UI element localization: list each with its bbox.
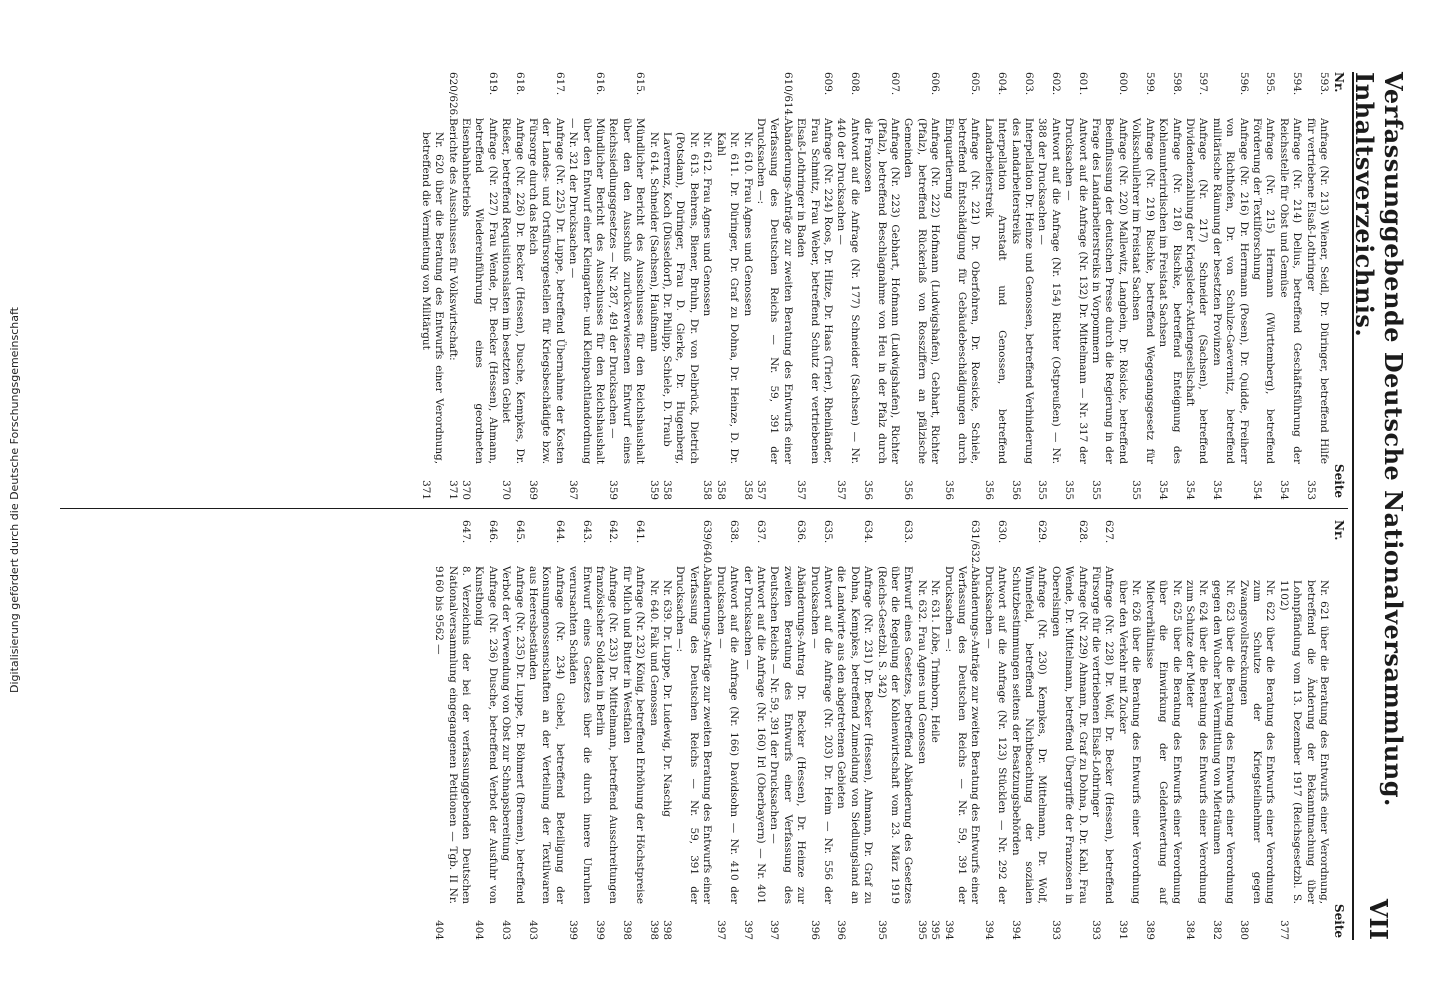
entry-number: 635. (821, 520, 834, 544)
toc-entry (499, 72, 526, 500)
entry-number: 599. (1143, 72, 1156, 96)
entry-text: Entwurf eines Gesetzes über die durch innere Unruhen verursachten Schäden (567, 566, 593, 904)
entry-number: 594. (1291, 72, 1304, 96)
toc-entry (526, 520, 566, 940)
entry-page: 371 (419, 480, 432, 500)
entry-page: 382 (1210, 920, 1223, 940)
entry-page: 398 (661, 920, 674, 940)
entry-number: 642. (607, 520, 620, 544)
entry-text: Anfrage (Nr. 235) Dr. Luppe, Dr. Böhmert (Bremen), betreffend Verbot der Verwendung von Obst zur Schnapsbereitung (500, 566, 526, 904)
toc-entry (1089, 520, 1116, 940)
toc-entry (1156, 72, 1183, 500)
toc-entry (700, 72, 713, 500)
entry-page: 353 (1304, 480, 1317, 500)
entry-text: Anfrage (Nr. 213) Wiener, Seidl, Dr. Düringer, betreffend Hilfe für vertriebene Elsaß-Lothringer (1304, 118, 1330, 464)
left-col-nr-label: Nr. (1332, 72, 1346, 93)
entry-page: 356 (982, 480, 995, 500)
toc-entry (566, 72, 606, 500)
entry-text: Nr. 624 über die Beratung des Entwurfs einer Verordnung zum Schutze der Mieter (1183, 580, 1210, 904)
toc-entry (1236, 520, 1276, 940)
entry-page: 359 (647, 480, 660, 500)
entry-text: Anfrage (Nr. 219) Rischke, betreffend Wegegangsgesetz für Volksschullehrer im Freistaat Sachsen (1130, 118, 1156, 464)
entry-number: 629. (1036, 520, 1049, 544)
entry-page: 403 (500, 920, 513, 940)
entry-page: 380 (1237, 920, 1250, 940)
toc-entry (981, 520, 1008, 940)
toc-entry (1035, 72, 1062, 500)
toc-entry (740, 72, 753, 500)
entry-page: 393 (1090, 920, 1103, 940)
entry-text: Anfrage (Nr. 220) Mallewitz, Langbein, Dr. Rösicke, betreffend Beeinflussung der deutschen Presse durch die Regierung in der Frage des Landarbeiterstreiks in Vorpommern (1090, 118, 1129, 464)
entry-page: 355 (1036, 480, 1049, 500)
toc-entry (1116, 520, 1143, 940)
right-column (60, 520, 1330, 940)
entry-number: 630. (996, 520, 1009, 544)
entry-text: Entwurf eines Gesetzes, betreffend Abänderung des Gesetzes über die Regelung der Kohlenwirtschaft vom 23. März 1919 (Reichs-Gesetzbl. S. 342) (875, 566, 915, 904)
right-col-nr-label: Nr. (1332, 520, 1346, 541)
entry-page: 394 (1009, 920, 1022, 940)
page-header (1350, 72, 1408, 940)
entry-number: 604. (996, 72, 1009, 96)
toc-entry (418, 72, 445, 500)
toc-entry (1276, 72, 1303, 500)
entry-text: Nr. 614. Schneider (Sachsen), Haußmann (647, 132, 660, 352)
toc-entry (459, 72, 499, 500)
entry-number: 633. (902, 520, 915, 544)
toc-entry (754, 72, 794, 500)
toc-entry (1209, 520, 1236, 940)
entry-page: 358 (714, 480, 727, 500)
entry-page: 389 (1143, 920, 1156, 940)
entry-text: Interpellation Dr. Heinze und Genossen, betreffend Verhinderung des Landarbeiterstreiks (1009, 118, 1036, 464)
entry-text: Antwort auf die Anfrage (Nr. 177) Schneider (Sachsen) — Nr. 440 der Drucksachen — (835, 118, 861, 464)
entry-text: Anfrage (Nr. 228) Dr. Wolf, Dr. Becker (Hessen), betreffend Fürsorge für die vertriebenen Elsaß-Lothringer (1090, 566, 1116, 904)
entry-text: Anfrage (Nr. 231) Dr. Becker (Hessen), Ahmann, Dr. Graf zu Dohna, Kempkes, betreffend Zumeldung von Siedlungsland an die Landwirte aus den abgetretenen Gebieten (835, 566, 875, 904)
entry-number: 609. (821, 72, 834, 96)
entry-page: 371 (446, 480, 459, 500)
toc-entry (1142, 520, 1182, 940)
entry-text: Anfrage (Nr. 225) Dr. Luppe, betreffend Übernahme der Kosten der Landes- und Ortsfürsorgestellen für Kriegsbeschädigte bzw. Fürsorge durch das Reich (527, 118, 566, 464)
toc-entry (499, 520, 526, 940)
entry-page: 354 (1277, 480, 1290, 500)
entry-page: 399 (567, 920, 580, 940)
entry-text: Anfrage (Nr. 216) Dr. Herrmann (Posen), Dr. Quidde, Freiherr von Richthofen, Dr. von Schulze-Gaevernitz, betreffend militärische Räumung der besetzten Provinzen (1210, 118, 1250, 464)
entry-text: Mündlicher Bericht des Ausschusses für den Reichshaushalt über den den Ausschuß zurückverwiesenen Entwurf eines Reichssiedlungsgesetzes — Nr. 287, 491 der Drucksachen — (607, 118, 647, 464)
entry-number: 644. (553, 520, 566, 544)
entry-page: 367 (567, 480, 580, 500)
toc-entry (861, 72, 901, 500)
entry-text: Anfrage (Nr. 227) Frau Wende, Dr. Becker (Hessen), Ahmann, betreffend Wiedereinführung eines geordneten Eisenbahnbetriebs (460, 118, 499, 464)
entry-number: 600. (1116, 72, 1129, 96)
entry-page: 356 (902, 480, 915, 500)
entry-page: 355 (1063, 480, 1076, 500)
left-col-seite-label: Seite (1332, 464, 1346, 499)
toc-entry (1089, 72, 1129, 500)
entry-text: Anfrage (Nr. 222) Hofmann (Ludwigshafen), Gebhart, Richter (Pfalz), betreffend Rückerlaß von Rossziffern an pfälzische Gemeinden (902, 118, 942, 464)
toc-entry (941, 72, 981, 500)
entry-page: 398 (647, 920, 660, 940)
entry-number: 638. (728, 520, 741, 544)
entry-number: 608. (848, 72, 861, 96)
entry-number: 597. (1197, 72, 1210, 96)
entry-text: Anfrage (Nr. 215) Hermann (Württemberg), betreffend Förderung der Textilforschung (1250, 118, 1277, 464)
toc-entry (526, 72, 566, 500)
entry-page: 394 (982, 920, 995, 940)
toc-entry (673, 520, 713, 940)
entry-text: Antwort auf die Anfrage (Nr. 203) Dr. Heim — Nr. 556 der Drucksachen — (808, 566, 834, 904)
entry-number: 617. (553, 72, 566, 96)
entry-number: 601. (1076, 72, 1089, 96)
entry-page: 398 (620, 920, 633, 940)
entry-text: Antwort auf die Anfrage (Nr. 154) Richter (Ostpreußen) — Nr. 388 der Drucksachen — (1036, 118, 1062, 464)
entry-page: 358 (701, 480, 714, 500)
entry-number: 616. (594, 72, 607, 96)
entry-text: Mündlicher Bericht des Ausschusses für den Reichshaushalt über den Entwurf einer Kleingarten- und Kleinpachtlandordnung — Nr. 321 der Drucksachen — (567, 118, 607, 464)
entry-page: 370 (460, 480, 472, 500)
entry-text: Anfrage (Nr. 229) Ahmann, Dr. Graf zu Dohna, D. Dr. Kahl, Frau Wende, Dr. Mittelmann, betreffend Übergriffe der Franzosen in Oberelsingen (1049, 566, 1089, 904)
entry-text: Nr. 631. Löbe, Trimborn, Heile (929, 580, 942, 743)
entry-page: 395 (915, 920, 928, 940)
toc-entry (1129, 72, 1156, 500)
entry-page: 354 (1157, 480, 1170, 500)
toc-entry (928, 520, 941, 940)
page-number-roman: VII (1364, 898, 1394, 940)
entry-text: Anfrage (Nr. 224) Roos, Dr. Hitze, Dr. Haas (Trier), Rheinländer, Frau Schmitz, Frau Weber, betreffend Schutz der vertriebenen Elsaß-Lothringer in Baden (795, 118, 834, 464)
entry-number: 620/626. (446, 72, 459, 119)
toc-entry (432, 520, 472, 940)
toc-entry (1209, 72, 1249, 500)
entry-number: 639/640. (701, 520, 714, 567)
entry-page: 394 (942, 920, 955, 940)
entry-page: 354 (1250, 480, 1263, 500)
entry-text: Abänderungs-Anträge zur zweiten Beratung des Entwurfs einer Verfassung des Deutschen Reichs — Nr. 59, 391 der Drucksachen —: (942, 566, 982, 904)
entry-text: Abänderungs-Anträge zur zweiten Beratung des Entwurfs einer Verfassung des Deutschen Reichs — Nr. 59, 391 der Drucksachen —: (754, 118, 794, 464)
toc-entry (767, 520, 807, 940)
entry-page: 397 (768, 920, 781, 940)
toc-entry (834, 72, 861, 500)
toc-entry (1250, 72, 1277, 500)
entry-text: Anfrage (Nr. 218) Rischke, betreffend Enteignung des Kohlenunterirdischen im Freistaat Sachsen (1157, 118, 1183, 464)
entry-page: 354 (1210, 480, 1223, 500)
entry-text: Nr. 625 über die Beratung des Entwurfs einer Verordnung über die Einwirkung der Geldentwertung auf Mietverhältnisse (1143, 580, 1183, 904)
entry-page: 393 (1049, 920, 1062, 940)
toc-entry (1276, 520, 1330, 940)
entry-page: 358 (741, 480, 754, 500)
entry-text: Antwort auf die Anfrage (Nr. 132) Dr. Mittelmann — Nr. 317 der Drucksachen — (1063, 118, 1089, 464)
entry-text: 8. Verzeichnis der bei der verfassunggebenden Deutschen Nationalversammlung eingegangenen Petitionen — Tgb. II Nr. 9160 bis 9562 — (433, 566, 472, 904)
entry-page: 358 (661, 480, 674, 500)
entry-number: 598. (1170, 72, 1183, 96)
entry-number: 636. (795, 520, 808, 544)
entry-number: 619. (486, 72, 499, 96)
entry-text: Nr. 610. Frau Agnes und Genossen (741, 132, 754, 317)
entry-number: 610/614. (781, 72, 794, 119)
entry-number: 645. (513, 520, 526, 544)
toc-entry (874, 520, 914, 940)
toc-entry (606, 72, 646, 500)
page-title: Verfassunggebende Deutsche Nationalversammlung. Inhaltsverzeichnis. (1350, 72, 1408, 807)
entry-text: Anfrage (Nr. 236) Dusche, betreffend Verbot der Ausfuhr von Kunsthonig (473, 566, 499, 904)
entry-number: 605. (969, 72, 982, 96)
entry-number: 606. (929, 72, 942, 96)
entry-text: Anfrage (Nr. 221) Dr. Oberfohren, Dr. Roesicke, Schiele, betreffend Entschädigung für Gebäudebeschädigungen durch Einquartierung (942, 118, 982, 464)
toc-entry (914, 520, 927, 940)
entry-number: 603. (1023, 72, 1036, 96)
entry-page: 359 (607, 480, 620, 500)
entry-number: 602. (1049, 72, 1062, 96)
entry-text: Nr. 632. Frau Agnes und Genossen (915, 580, 928, 765)
entry-page: 355 (1130, 480, 1143, 500)
entry-text: Antwort auf die Anfrage (Nr. 160) Irl (Oberbayern) — Nr. 401 der Drucksachen — (741, 566, 767, 904)
toc-entry (941, 520, 981, 940)
entry-page: 369 (527, 480, 540, 500)
toc-entry (834, 520, 874, 940)
entry-page: 370 (500, 480, 513, 500)
toc-entry (472, 520, 499, 940)
entry-number: 607. (889, 72, 901, 96)
toc-entry (901, 72, 941, 500)
toc-entry (1183, 520, 1210, 940)
entry-page: 395 (929, 920, 942, 940)
entry-number: 596. (1237, 72, 1250, 96)
right-col-seite-label: Seite (1332, 904, 1346, 939)
entry-text: Nr. 623 über die Beratung des Entwurfs einer Verordnung gegen den Wucher bei Vermittlung von Mieträumen (1210, 580, 1237, 904)
toc-entry (566, 520, 593, 940)
entry-text: Anfrage (Nr. 226) Dr. Becker (Hessen), Dusche, Kempkes, Dr. Rießer, betreffend Requisitionslasten im besetzten Gebiet (500, 118, 526, 464)
entry-number: 595. (1264, 72, 1277, 96)
entry-number: 647. (460, 520, 472, 544)
entry-number: 634. (862, 520, 875, 544)
entry-page: 356 (862, 480, 875, 500)
entry-page: 396 (808, 920, 821, 940)
toc-entry (1008, 520, 1048, 940)
digitization-credit: Digitalisierung gefördert durch die Deutsche Forschungsgemeinschaft (8, 307, 21, 693)
entry-text: Berichte des Ausschusses für Volkswirtschaft: (446, 118, 459, 361)
left-column (60, 72, 1330, 500)
entry-text: Nr. 612. Frau Agnes und Genossen (701, 132, 714, 317)
entry-text: Nr. 620 über die Beratung des Entwurfs einer Verordnung, betreffend die Vermietung von Militärgut (419, 132, 446, 464)
entry-page: 357 (754, 480, 767, 500)
entry-page: 357 (835, 480, 848, 500)
entry-text: Anfrage (Nr. 214) Delius, betreffend Geschäftsführung der Reichsstelle für Obst und Gemüse (1277, 118, 1304, 464)
toc-entry (807, 520, 834, 940)
entry-text: Antwort auf die Anfrage (Nr. 166) Davidsohn — Nr. 410 der Drucksachen — (714, 566, 741, 904)
entry-text: Nr. 621 über die Beratung des Entwurfs einer Verordnung, betreffend die Änderung der Bekanntmachung über Lohnpfändung vom 13. Dezember 1917 (Reichsgesetzbl. S. 1102) (1277, 580, 1330, 904)
entry-page: 377 (1277, 920, 1290, 940)
entry-page: 355 (1090, 480, 1103, 500)
entry-text: Nr. 613. Behrens, Biener, Bruhn, Dr. von Delbrück, Dietrich (Potsdam), Düringer, Frau D. Gierke, Dr. Hugenberg, Laverrenz, Koch (Düsseldorf), Dr. Philipp, Schiele, D. Traub (661, 132, 700, 464)
entry-number: 643. (580, 520, 593, 544)
entry-number: 631/632. (969, 520, 982, 567)
entry-page: 356 (942, 480, 955, 500)
entry-number: 641. (634, 520, 647, 544)
entry-page: 404 (433, 920, 446, 940)
toc-entry (619, 520, 646, 940)
entry-page: 395 (875, 920, 888, 940)
entry-page: 403 (527, 920, 540, 940)
toc-entry (593, 520, 620, 940)
toc-entry (660, 72, 700, 500)
entry-page: 397 (741, 920, 754, 940)
entry-page: 357 (795, 480, 808, 500)
entry-text: Anfrage (Nr. 234) Giebel, betreffend Beteiligung der Konsumgenossenschaften an der Verteilung der Textilwaren aus Heeresbeständen (527, 566, 566, 904)
toc-entry (1008, 72, 1035, 500)
entry-number: 615. (634, 72, 647, 96)
entry-number: 628. (1076, 520, 1089, 544)
entry-page: 354 (1183, 480, 1196, 500)
toc-entry (1062, 72, 1089, 500)
entry-number: 627. (1103, 520, 1116, 544)
entry-number: 593. (1318, 72, 1330, 96)
entry-text: Abänderungs-Anträge zur zweiten Beratung des Entwurfs einer Verfassung des Deutschen Reichs — Nr. 59, 391 der Drucksachen —: (674, 566, 714, 904)
entry-text: Nr. 640. Falk und Genossen (647, 580, 660, 726)
entry-text: Abänderungs-Antrag Dr. Becker (Hessen), Dr. Heinze zur zweiten Beratung des Entwurfs einer Verfassung des Deutschen Reichs — Nr. 59, 391 der Drucksachen — (768, 566, 808, 904)
column-divider (60, 508, 1348, 509)
entry-page: 397 (714, 920, 727, 940)
entry-page: 399 (594, 920, 607, 940)
entry-page: 356 (1009, 480, 1022, 500)
entry-page: 396 (835, 920, 848, 940)
entry-text: Anfrage (Nr. 233) Dr. Mittelmann, betreffend Ausschreitungen französischer Soldaten in Berlin (594, 566, 620, 904)
entry-text: Nr. 622 über die Beratung des Entwurfs einer Verordnung zum Schutze der Kriegsteilnehmer gegen Zwangsvollstreckungen (1237, 580, 1277, 904)
entry-text: Nr. 611. Dr. Düringer, Dr. Graf zu Dohna, Dr. Heinze, D. Dr. Kahl (714, 132, 741, 464)
header-rule (1352, 72, 1354, 940)
entry-text: Interpellation Arnstadt und Genossen, betreffend Landarbeiterstreik (982, 118, 1009, 464)
toc-entry (646, 520, 659, 940)
entry-text: Anfrage (Nr. 217) Schneider (Sachsen), betreffend Dividendenzahlung der Kriegsleder-Aktiengesellschaft (1183, 118, 1210, 464)
toc-entry (794, 72, 834, 500)
entry-page: 404 (473, 920, 486, 940)
entry-text: Anfrage (Nr. 232) König, betreffend Erhöhung der Höchstpreise für Milch und Butter in Westfalen (620, 566, 647, 904)
toc-entry (646, 72, 659, 500)
entry-page: 391 (1116, 920, 1129, 940)
toc-entry (445, 72, 458, 500)
toc-entry (1183, 72, 1210, 500)
entry-number: 637. (754, 520, 767, 544)
entry-number: 646. (486, 520, 499, 544)
entry-page: 384 (1183, 920, 1196, 940)
toc-entry (660, 520, 673, 940)
toc-entry (1303, 72, 1330, 500)
toc-entry (713, 72, 740, 500)
toc-entry (740, 520, 767, 940)
entry-text: Nr. 626 über die Beratung des Entwurfs einer Verordnung über den Verkehr mit Zucker (1116, 580, 1143, 904)
toc-entry (1048, 520, 1088, 940)
entry-number: 618. (513, 72, 526, 96)
entry-text: Anfrage (Nr. 223) Gebhart, Hofmann (Ludwigshafen), Richter (Pfalz), betreffend Beschlagnahme von Heu in der Pfalz durch die Franzosen (862, 118, 901, 464)
entry-text: Nr. 639. Dr. Luppe, Dr. Ludewig, Dr. Naschig (661, 580, 674, 817)
toc-entry (713, 520, 740, 940)
entry-text: Antwort auf die Anfrage (Nr. 123) Stücklen — Nr. 292 der Drucksachen — (982, 566, 1009, 904)
toc-entry (981, 72, 1008, 500)
entry-text: Anfrage (Nr. 230) Kempkes, Dr. Mittelmann, Dr. Wolf, Winnefeld, betreffend Nichtbeachtung der sozialen Schutzbestimmungen seitens der Besatzungsbehörden (1009, 566, 1049, 904)
